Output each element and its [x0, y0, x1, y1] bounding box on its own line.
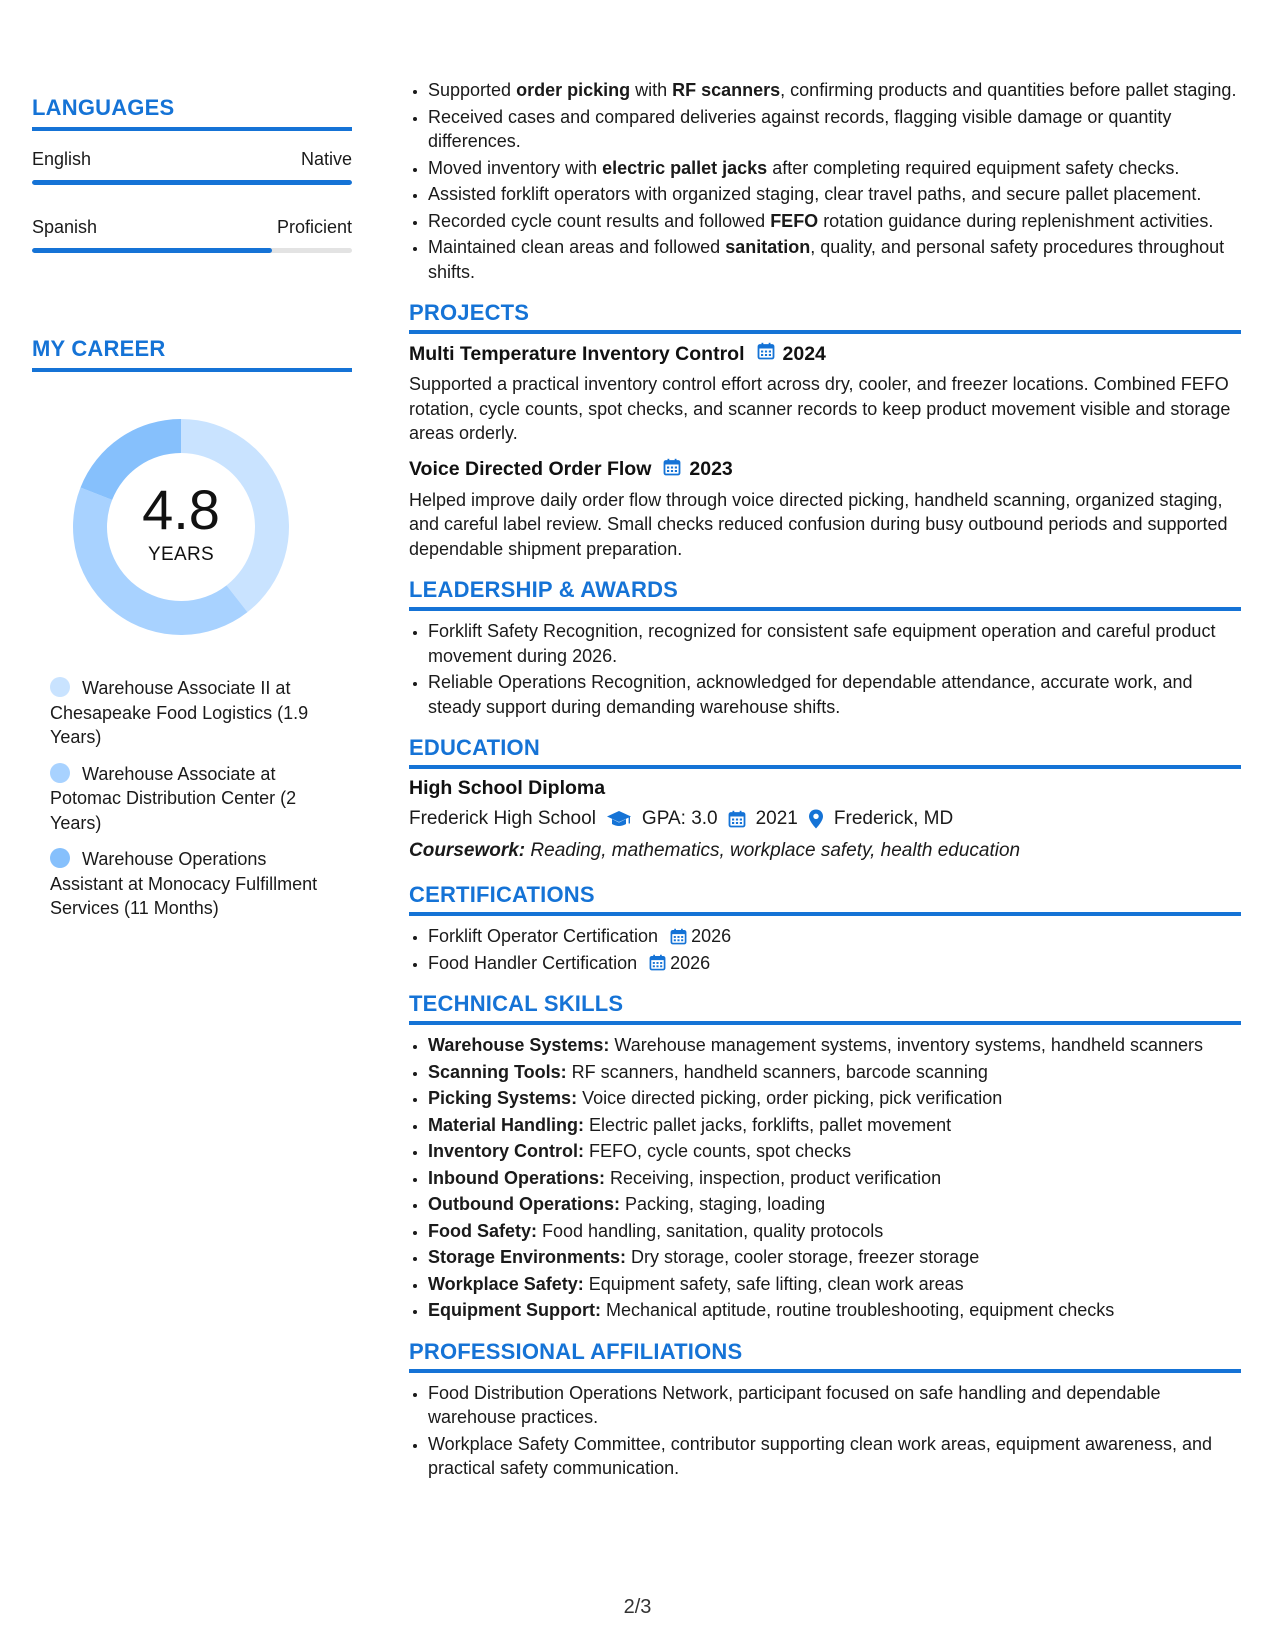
skill-value: FEFO, cycle counts, spot checks [584, 1141, 852, 1161]
career-job-label: Warehouse Associate at Potomac Distribution Center (2 Years) [50, 763, 297, 833]
page-number: 2/3 [623, 1596, 652, 1618]
certification-item [428, 951, 1241, 976]
project-year: 2024 [782, 342, 826, 365]
bold-keyword: order picking [516, 80, 631, 100]
skill-item [428, 1086, 1241, 1111]
skill-label: Food Safety: [428, 1220, 538, 1241]
project-description: Helped improve daily order flow through voice directed picking, handheld scanning, organized staging, and careful label review. Small checks reduced confusion during busy outbound periods and supported dependable shipment preparation. [409, 489, 1228, 559]
language-level: Proficient [276, 217, 352, 237]
project-item [409, 342, 1241, 446]
map-pin-icon [808, 809, 824, 829]
affiliations-heading: PROFESSIONAL AFFILIATIONS [409, 1339, 1241, 1373]
education-heading: EDUCATION [409, 735, 1241, 769]
certification-year: 2026 [670, 952, 711, 973]
experience-bullet: • Recorded cycle count results and followed FEFO rotation guidance during replenishment activities. [428, 209, 1241, 234]
skill-item [428, 1245, 1241, 1270]
certification-name: • Food Handler Certification [428, 952, 638, 973]
skill-value: Receiving, inspection, product verification [605, 1167, 942, 1188]
skill-value: Food handling, sanitation, quality protocols [537, 1220, 884, 1241]
project-description: Supported a practical inventory control effort across dry, cooler, and freezer locations. Combined FEFO rotation, cycle counts, spot checks, and scanner records to keep product movement visible and storage areas orderly. [409, 374, 1231, 443]
certification-year: 2026 [691, 926, 732, 946]
project-name: Voice Directed Order Flow [409, 458, 652, 480]
career-job-label: Warehouse Operations Assistant at Monocacy Fulfillment Services (11 Months) [50, 849, 318, 918]
education-degree: High School Diploma [409, 777, 606, 799]
project-name: Multi Temperature Inventory Control [409, 342, 745, 365]
leadership-item: • Forklift Safety Recognition, recognized for consistent safe equipment operation and careful product movement during 2026. [428, 619, 1241, 668]
leadership-list [409, 619, 1241, 719]
legend-dot [50, 763, 70, 783]
skill-value: Voice directed picking, order picking, pick verification [577, 1088, 1003, 1108]
language-proficiency-fill [32, 180, 352, 185]
skill-label: Picking Systems: [428, 1088, 578, 1108]
calendar-icon [663, 458, 681, 482]
bold-keyword: sanitation [725, 237, 811, 257]
skill-value: Mechanical aptitude, routine troubleshooting, equipment checks [600, 1300, 1115, 1320]
language-proficiency-bar [32, 248, 352, 253]
project-item [409, 458, 1241, 562]
skill-value: Warehouse management systems, inventory systems, handheld scanners [609, 1035, 1204, 1055]
experience-bullets [409, 78, 1241, 284]
language-name: English [32, 149, 92, 169]
career-total-years: 4.8 [142, 478, 220, 541]
skill-label: Equipment Support: [428, 1300, 601, 1320]
skill-label: Inbound Operations: [428, 1167, 605, 1188]
coursework-label: Coursework: [409, 840, 526, 861]
skill-item [428, 1298, 1241, 1323]
skill-value: Electric pallet jacks, forklifts, pallet movement [584, 1114, 952, 1135]
affiliation-item: • Workplace Safety Committee, contributor supporting clean work areas, equipment awareness, and practical safety communication. [428, 1432, 1241, 1481]
skill-label: Material Handling: [428, 1114, 585, 1135]
education-details [409, 808, 1241, 830]
graduation-cap-icon [606, 810, 632, 828]
education-school: Frederick High School [409, 808, 596, 829]
leadership-item: • Reliable Operations Recognition, acknowledged for dependable attendance, accurate work, and steady support during demanding warehouse shifts. [428, 670, 1241, 719]
skill-item [428, 1139, 1241, 1164]
languages-heading: LANGUAGES [32, 95, 352, 131]
career-donut-chart [68, 414, 294, 640]
skill-item [428, 1272, 1241, 1297]
skill-value: RF scanners, handheld scanners, barcode scanning [566, 1061, 988, 1082]
skill-label: Storage Environments: [428, 1247, 627, 1267]
experience-bullet: • Assisted forklift operators with organized staging, clear travel paths, and secure pallet placement. [428, 182, 1241, 207]
skill-item [428, 1060, 1241, 1085]
experience-bullet: • Moved inventory with electric pallet jacks after completing required equipment safety checks. [428, 156, 1241, 181]
affiliations-list [409, 1381, 1241, 1481]
calendar-icon [728, 810, 746, 828]
bold-keyword: electric pallet jacks [602, 157, 768, 178]
legend-dot [50, 848, 70, 868]
calendar-icon [757, 342, 775, 366]
skill-value: Dry storage, cooler storage, freezer storage [626, 1247, 980, 1267]
career-legend-item [50, 676, 340, 750]
skill-label: Warehouse Systems: [428, 1035, 610, 1055]
certifications-heading: CERTIFICATIONS [409, 882, 1241, 916]
skills-list [409, 1033, 1241, 1323]
language-row [32, 149, 352, 170]
skill-item [428, 1166, 1241, 1191]
experience-bullet: • Received cases and compared deliveries against records, flagging visible damage or quantity differences. [428, 105, 1241, 154]
career-job-label: Warehouse Associate II at Chesapeake Food Logistics (1.9 Years) [50, 678, 309, 747]
skill-label: Scanning Tools: [428, 1061, 567, 1082]
bold-keyword: RF scanners [672, 80, 781, 100]
skill-item [428, 1033, 1241, 1058]
project-year: 2023 [689, 458, 733, 480]
affiliation-item: • Food Distribution Operations Network, participant focused on safe handling and dependable warehouse practices. [428, 1381, 1241, 1430]
career-legend-item [50, 762, 340, 836]
experience-bullet: • Maintained clean areas and followed sanitation, quality, and personal safety procedures throughout shifts. [428, 235, 1241, 284]
certification-item [428, 924, 1241, 949]
career-heading: MY CAREER [32, 336, 352, 372]
right-column [409, 78, 1241, 1483]
left-column [32, 88, 352, 918]
language-level: Native [300, 149, 352, 169]
bold-keyword: FEFO [770, 210, 819, 231]
donut-center [68, 414, 294, 640]
career-legend [50, 676, 340, 933]
certifications-list [409, 924, 1241, 975]
project-header [409, 342, 1241, 366]
leadership-heading: LEADERSHIP & AWARDS [409, 577, 1241, 611]
skill-item [428, 1113, 1241, 1138]
skill-item [428, 1219, 1241, 1244]
language-name: Spanish [32, 217, 98, 237]
language-proficiency-fill [32, 248, 272, 253]
legend-dot [50, 677, 70, 697]
language-proficiency-bar [32, 180, 352, 185]
skill-label: Inventory Control: [428, 1141, 584, 1161]
project-header [409, 458, 1241, 482]
calendar-icon [649, 954, 666, 971]
education-gpa: GPA: 3.0 [641, 808, 718, 829]
language-row [32, 217, 352, 238]
skill-label: Workplace Safety: [428, 1273, 584, 1294]
skill-item [428, 1192, 1241, 1217]
skill-label: Outbound Operations: [428, 1194, 620, 1214]
skill-value: Packing, staging, loading [619, 1194, 826, 1214]
education-location: Frederick, MD [833, 808, 954, 829]
career-years-label: YEARS [148, 544, 214, 565]
experience-bullet: • Supported order picking with RF scanners, confirming products and quantities before pallet staging. [428, 78, 1241, 103]
projects-heading: PROJECTS [409, 300, 1241, 334]
education-coursework [409, 840, 1241, 862]
coursework-text: Reading, mathematics, workplace safety, health education [525, 840, 1021, 861]
career-legend-item [50, 847, 340, 921]
education-year: 2021 [755, 808, 798, 829]
skills-heading: TECHNICAL SKILLS [409, 991, 1241, 1025]
skill-value: Equipment safety, safe lifting, clean work areas [583, 1273, 964, 1294]
certification-name: • Forklift Operator Certification [428, 926, 659, 946]
calendar-icon [670, 928, 687, 945]
